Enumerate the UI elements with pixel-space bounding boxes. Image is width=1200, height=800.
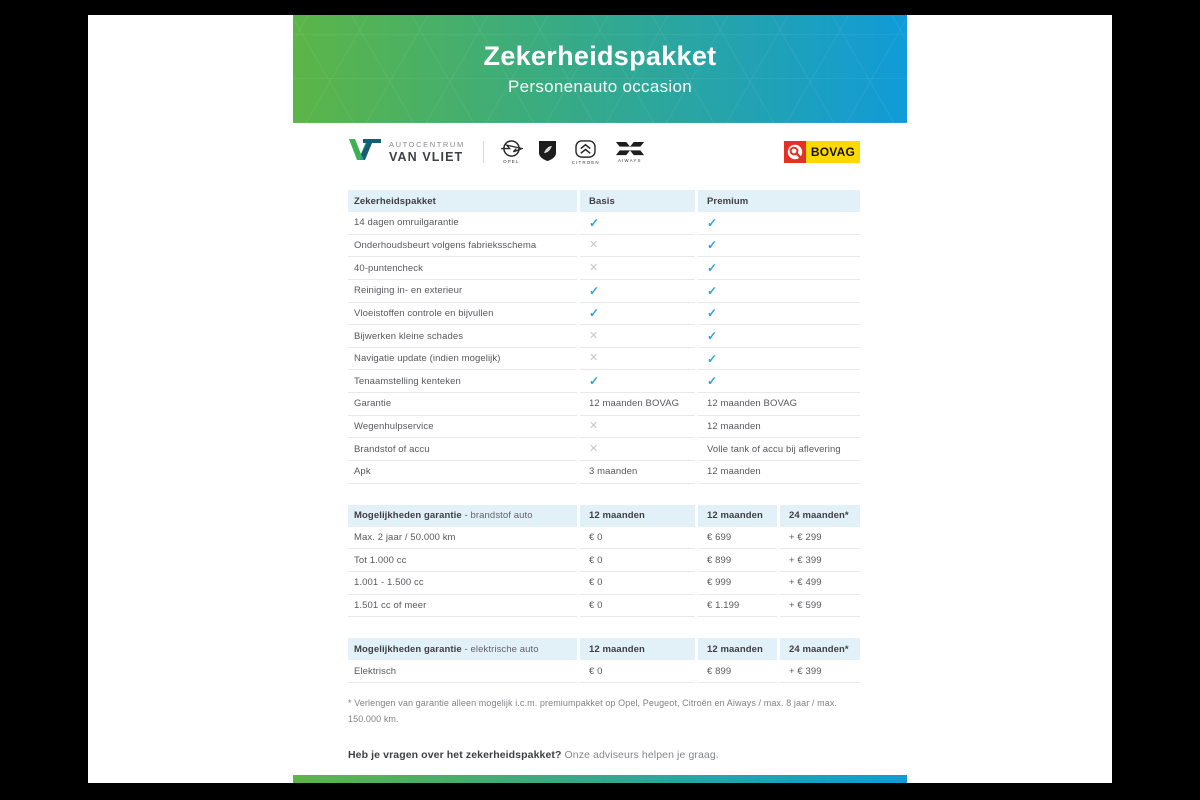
- table-row: [348, 549, 860, 572]
- row-label: Max. 2 jaar / 50.000 km: [348, 527, 577, 550]
- row-value: 12 maanden: [698, 416, 860, 439]
- logo-divider: [483, 141, 484, 163]
- citroen-label: CITROEN: [571, 159, 600, 165]
- row-label: Tenaamstelling kenteken: [348, 370, 577, 393]
- opel-label: OPEL: [503, 158, 520, 164]
- row-value: € 0: [580, 572, 695, 595]
- cross-icon: ✕: [589, 420, 599, 433]
- row-value: 12 maanden BOVAG: [698, 393, 860, 416]
- footer-gradient-bar: [293, 775, 907, 783]
- table-header-title: Zekerheidspakket: [348, 190, 577, 212]
- table-row: [348, 393, 860, 416]
- document-page: [88, 15, 1112, 783]
- row-value: [580, 416, 695, 439]
- check-icon: ✓: [589, 306, 600, 321]
- zekerheidspakket-table: [348, 190, 860, 484]
- check-icon: ✓: [707, 261, 718, 276]
- table-row: [348, 325, 860, 348]
- column-header: 24 maanden*: [780, 505, 860, 527]
- row-label: Tot 1.000 cc: [348, 549, 577, 572]
- content-column: [348, 131, 860, 761]
- table-header-row: [348, 638, 860, 660]
- row-label: Brandstof of accu: [348, 438, 577, 461]
- row-value: € 0: [580, 527, 695, 550]
- cross-icon: ✕: [589, 352, 599, 365]
- table-row: [348, 438, 860, 461]
- row-label: 1.501 cc of meer: [348, 595, 577, 618]
- comparison-tables: [348, 190, 860, 683]
- opel-logo: [500, 140, 523, 164]
- citroen-icon: [575, 140, 596, 159]
- row-value: € 899: [698, 660, 777, 683]
- bovag-label: BOVAG: [810, 145, 855, 159]
- garantie-brandstof-table: [348, 505, 860, 618]
- column-header: Basis: [580, 190, 695, 212]
- table-row: [348, 280, 860, 303]
- row-value: + € 599: [780, 595, 860, 618]
- column-header: 12 maanden: [580, 638, 695, 660]
- row-value: [698, 325, 860, 348]
- row-label: Navigatie update (indien mogelijk): [348, 348, 577, 371]
- table-row: [348, 660, 860, 683]
- column-header: Premium: [698, 190, 860, 212]
- row-value: [580, 235, 695, 258]
- check-icon: ✓: [707, 329, 718, 344]
- bovag-emblem-icon: [784, 141, 806, 163]
- row-label: Vloeistoffen controle en bijvullen: [348, 303, 577, 326]
- column-header: 12 maanden: [698, 505, 777, 527]
- table-header-title: Mogelijkheden garantie - elektrische auto: [348, 638, 577, 660]
- closing-question: [348, 749, 860, 761]
- page-subtitle: Personenauto occasion: [508, 77, 692, 96]
- question-regular: Onze adviseurs helpen je graag.: [561, 749, 719, 762]
- table-row: [348, 348, 860, 371]
- row-value: + € 399: [780, 549, 860, 572]
- header-banner: [293, 15, 907, 123]
- table-row: [348, 212, 860, 235]
- table-row: [348, 235, 860, 258]
- row-label: 1.001 - 1.500 cc: [348, 572, 577, 595]
- column-header: 12 maanden: [580, 505, 695, 527]
- cross-icon: ✕: [589, 442, 599, 455]
- footnote: * Verlengen van garantie alleen mogelijk i.c.m. premiumpakket op Opel, Peugeot, Citroën en Aiways / max. 8 jaar / max. 150.000 km.: [348, 697, 838, 725]
- dealer-branding: [348, 136, 645, 169]
- row-label: 14 dagen omruilgarantie: [348, 212, 577, 235]
- table-row: [348, 303, 860, 326]
- table-row: [348, 461, 860, 484]
- row-label: Garantie: [348, 393, 577, 416]
- aiways-label: AIWAYS: [617, 157, 642, 163]
- row-value: € 899: [698, 549, 777, 572]
- check-icon: ✓: [589, 283, 600, 298]
- garantie-elektrisch-table: [348, 638, 860, 683]
- car-brand-logos: [500, 140, 645, 165]
- cross-icon: ✕: [589, 238, 599, 251]
- page-title: Zekerheidspakket: [483, 41, 717, 71]
- row-label: Onderhoudsbeurt volgens fabrieksschema: [348, 235, 577, 258]
- table-header-row: [348, 190, 860, 212]
- check-icon: ✓: [707, 306, 718, 321]
- row-value: Volle tank of accu bij aflevering: [698, 438, 860, 461]
- van-vliet-name: [389, 141, 465, 163]
- column-header: 24 maanden*: [780, 638, 860, 660]
- aiways-logo: [615, 140, 645, 163]
- cross-icon: ✕: [589, 261, 599, 274]
- row-value: [580, 303, 695, 326]
- row-value: [698, 257, 860, 280]
- table-header-row: [348, 505, 860, 527]
- check-icon: ✓: [707, 374, 718, 389]
- row-value: 12 maanden: [698, 461, 860, 484]
- row-value: + € 499: [780, 572, 860, 595]
- row-value: [698, 212, 860, 235]
- question-bold: Heb je vragen over het zekerheidspakket?: [348, 749, 562, 762]
- opel-icon: [500, 140, 523, 158]
- table-row: [348, 527, 860, 550]
- row-label: Wegenhulpservice: [348, 416, 577, 439]
- row-value: 3 maanden: [580, 461, 695, 484]
- check-icon: ✓: [589, 374, 600, 389]
- bovag-wordmark: [806, 141, 860, 163]
- cross-icon: ✕: [589, 329, 599, 342]
- citroen-logo: [572, 140, 600, 165]
- dealer-name-bottom: VAN VLIET: [389, 149, 464, 164]
- row-value: 12 maanden BOVAG: [580, 393, 695, 416]
- row-value: [580, 325, 695, 348]
- table-row: [348, 595, 860, 618]
- row-value: € 699: [698, 527, 777, 550]
- column-header: 12 maanden: [698, 638, 777, 660]
- row-label: 40-puntencheck: [348, 257, 577, 280]
- row-label: Bijwerken kleine schades: [348, 325, 577, 348]
- row-value: € 0: [580, 660, 695, 683]
- check-icon: ✓: [589, 215, 600, 230]
- row-value: [580, 348, 695, 371]
- table-row: [348, 416, 860, 439]
- row-label: Elektrisch: [348, 660, 577, 683]
- van-vliet-v7-icon: [348, 136, 382, 169]
- row-value: [580, 257, 695, 280]
- row-value: + € 399: [780, 660, 860, 683]
- check-icon: ✓: [707, 283, 718, 298]
- row-value: [698, 348, 860, 371]
- van-vliet-logo: [348, 136, 465, 169]
- row-label: Apk: [348, 461, 577, 484]
- table-row: [348, 257, 860, 280]
- row-value: [580, 212, 695, 235]
- row-value: € 0: [580, 595, 695, 618]
- logo-row: [348, 131, 860, 173]
- row-value: [698, 370, 860, 393]
- row-value: + € 299: [780, 527, 860, 550]
- table-row: [348, 370, 860, 393]
- table-header-title: Mogelijkheden garantie - brandstof auto: [348, 505, 577, 527]
- dealer-name-top: AUTOCENTRUM: [389, 140, 465, 149]
- row-label: Reiniging in- en exterieur: [348, 280, 577, 303]
- check-icon: ✓: [707, 215, 718, 230]
- row-value: € 0: [580, 549, 695, 572]
- check-icon: ✓: [707, 238, 718, 253]
- peugeot-logo: [538, 140, 557, 163]
- row-value: [580, 438, 695, 461]
- bovag-logo: [784, 141, 860, 163]
- row-value: [580, 370, 695, 393]
- row-value: [698, 235, 860, 258]
- row-value: € 1.199: [698, 595, 777, 618]
- row-value: [698, 303, 860, 326]
- check-icon: ✓: [707, 351, 718, 366]
- row-value: € 999: [698, 572, 777, 595]
- row-value: [698, 280, 860, 303]
- aiways-icon: [615, 140, 645, 157]
- table-row: [348, 572, 860, 595]
- row-value: [580, 280, 695, 303]
- peugeot-icon: [538, 140, 557, 162]
